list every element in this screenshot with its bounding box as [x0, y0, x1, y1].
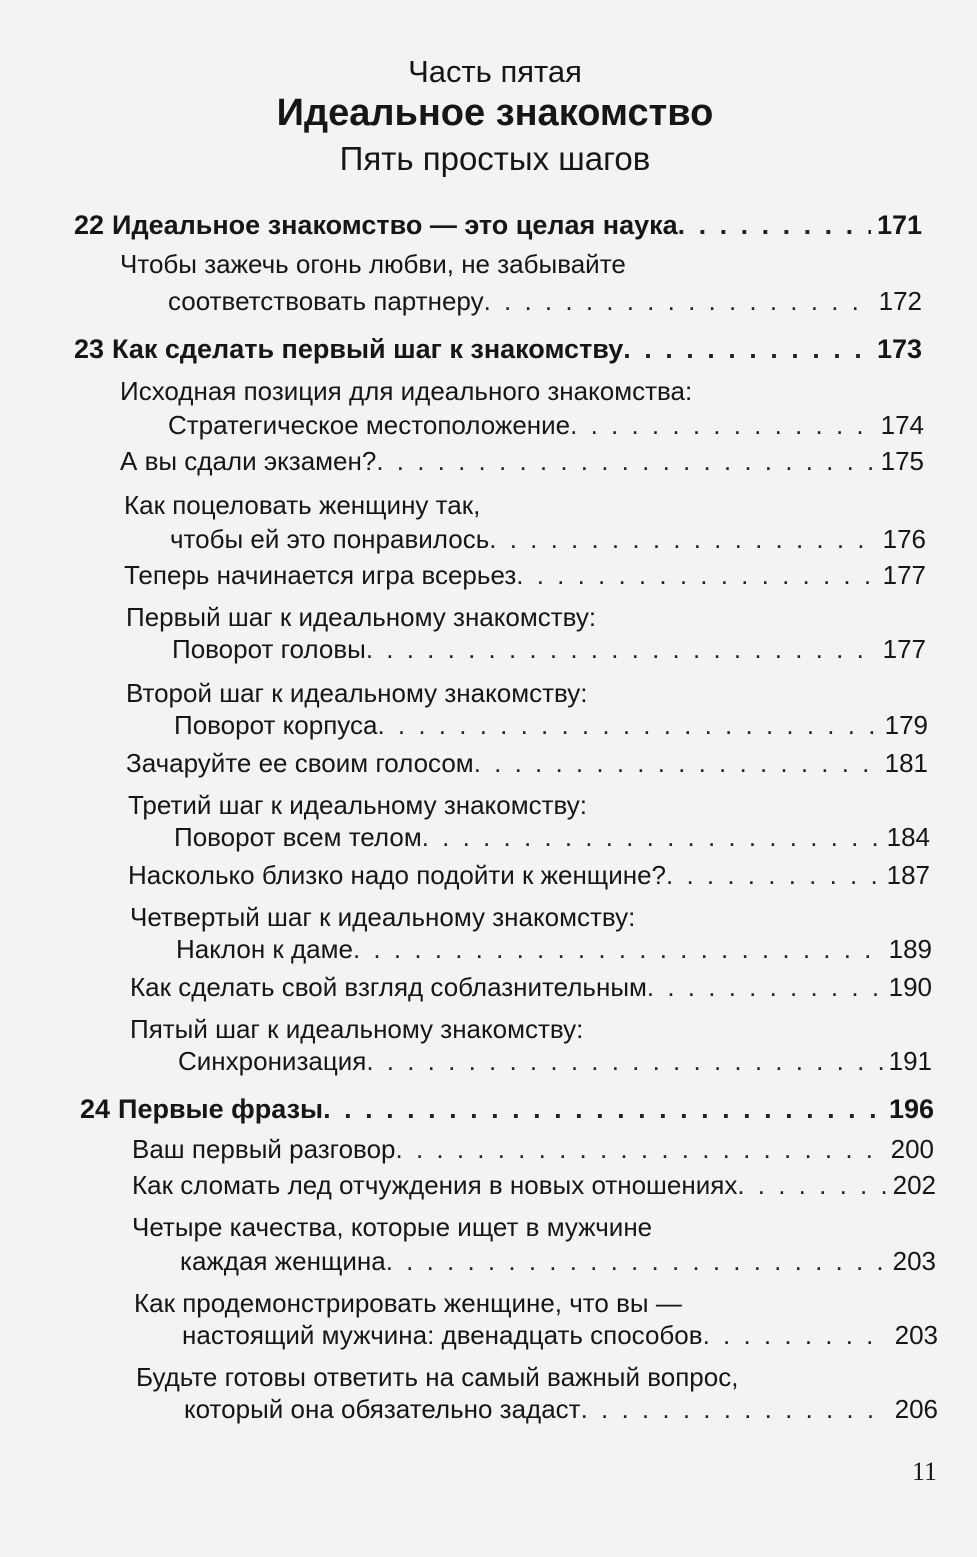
entry-title: Будьте готовы ответить на самый важный вопрос,	[136, 1362, 739, 1392]
chapter-number: 22	[74, 210, 105, 240]
entry-title: каждая женщина	[180, 1246, 386, 1276]
dot-leader	[353, 934, 883, 964]
entry-page-number: 203	[892, 1246, 936, 1276]
part-subtitle: Пять простых шагов	[339, 140, 651, 177]
dot-leader	[386, 1246, 887, 1276]
dot-leader	[396, 1134, 885, 1164]
dot-leader	[581, 1394, 889, 1424]
entry-title: который она обязательно задаст	[184, 1394, 581, 1424]
toc-entry	[130, 896, 930, 932]
entry-title: Поворот головы	[172, 634, 366, 664]
entry-title: Как сделать первый шаг к знакомству	[112, 334, 624, 364]
entry-title: Первый шаг к идеальному знакомству:	[126, 602, 597, 632]
toc-entry	[132, 1206, 936, 1242]
entry-title: Чтобы зажечь огонь любви, не забывайте	[120, 249, 626, 279]
entry-title: Пятый шаг к идеальному знакомству:	[130, 1014, 584, 1044]
toc-entry	[134, 1282, 938, 1318]
entry-page-number: 177	[882, 560, 926, 590]
toc-entry	[172, 628, 926, 664]
toc-entry	[168, 404, 924, 440]
toc-entry	[120, 440, 924, 476]
entry-title: Наклон к даме	[176, 934, 353, 964]
entry-page-number: 171	[876, 210, 922, 240]
entry-page-number: 189	[888, 934, 932, 964]
entry-title: Четвертый шаг к идеальному знакомству:	[130, 902, 636, 932]
toc-entry	[132, 1164, 936, 1200]
chapter-number: 24	[80, 1094, 111, 1124]
dot-leader	[376, 446, 874, 476]
toc-entry	[178, 1040, 932, 1076]
dot-leader	[516, 560, 876, 590]
toc-entry	[128, 784, 928, 820]
entry-title: Поворот корпуса	[174, 710, 378, 740]
toc-entry	[124, 484, 924, 520]
dot-leader	[366, 1046, 882, 1076]
entry-title: Стратегическое местоположение	[168, 410, 571, 440]
entry-title: Поворот всем телом	[174, 822, 422, 852]
entry-page-number: 184	[886, 822, 930, 852]
toc-chapter	[74, 204, 922, 240]
entry-title: А вы сдали экзамен?	[120, 446, 377, 476]
entry-page-number: 190	[888, 972, 932, 1002]
dot-leader	[737, 1170, 886, 1200]
entry-title: Как продемонстрировать женщине, что вы —	[134, 1288, 682, 1318]
dot-leader	[623, 334, 871, 364]
entry-title: Насколько близко надо подойти к женщине?	[128, 860, 667, 890]
entry-page-number: 172	[878, 286, 922, 316]
entry-page-number: 173	[876, 334, 922, 364]
toc-entry	[168, 280, 922, 316]
entry-title: настоящий мужчина: двенадцать способов	[182, 1320, 703, 1350]
dot-leader	[678, 210, 871, 240]
toc-entry	[126, 672, 926, 708]
entry-page-number: 203	[894, 1320, 938, 1350]
entry-title: Как сломать лед отчуждения в новых отношениях	[132, 1170, 738, 1200]
entry-title: Ваш первый разговор	[132, 1134, 396, 1164]
entry-title: Идеальное знакомство — это целая наука	[112, 210, 678, 240]
toc-chapter	[80, 1088, 934, 1124]
entry-page-number: 187	[886, 860, 930, 890]
entry-title: чтобы ей это понравилось	[170, 524, 490, 554]
dot-leader	[647, 972, 883, 1002]
dot-leader	[366, 634, 877, 664]
dot-leader	[703, 1320, 889, 1350]
entry-page-number: 174	[880, 410, 924, 440]
entry-title: Как поцеловать женщину так,	[124, 490, 481, 520]
dot-leader	[422, 822, 881, 852]
toc-entry	[130, 966, 932, 1002]
dot-leader	[377, 710, 878, 740]
entry-page-number: 191	[888, 1046, 932, 1076]
entry-title: Второй шаг к идеальному знакомству:	[126, 678, 588, 708]
toc-entry	[124, 554, 926, 590]
toc-entry	[120, 370, 922, 406]
entry-page-number: 206	[894, 1394, 938, 1424]
part-label: Часть пятая	[408, 54, 582, 89]
toc-entry	[130, 1008, 932, 1044]
entry-title: Теперь начинается игра всерьез	[124, 560, 517, 590]
entry-page-number: 176	[882, 524, 926, 554]
dot-leader	[666, 860, 881, 890]
dot-leader	[489, 524, 876, 554]
dot-leader	[474, 748, 879, 778]
chapter-number: 23	[74, 334, 105, 364]
entry-title: соответствовать партнеру	[168, 286, 484, 316]
dot-leader	[484, 286, 873, 316]
entry-page-number: 179	[884, 710, 928, 740]
entry-title: Синхронизация	[178, 1046, 367, 1076]
entry-title: Исходная позиция для идеального знакомства:	[120, 376, 693, 406]
toc-entry	[174, 816, 930, 852]
entry-page-number: 196	[888, 1094, 934, 1124]
entry-title: Четыре качества, которые ищет в мужчине	[132, 1212, 653, 1242]
toc-entry	[176, 928, 932, 964]
entry-page-number: 177	[882, 634, 926, 664]
toc-entry	[128, 854, 930, 890]
toc-entry	[182, 1314, 938, 1350]
entry-title: Как сделать свой взгляд соблазнительным	[130, 972, 647, 1002]
entry-title: Первые фразы	[118, 1094, 324, 1124]
entry-page-number: 200	[890, 1134, 934, 1164]
toc-chapter	[74, 328, 922, 364]
toc-entry	[120, 243, 922, 279]
part-title: Идеальное знакомство	[276, 92, 714, 134]
dot-leader	[570, 410, 874, 440]
entry-title: Третий шаг к идеальному знакомству:	[128, 790, 587, 820]
toc-entry	[132, 1128, 934, 1164]
toc-entry	[184, 1388, 938, 1424]
toc-entry	[126, 742, 928, 778]
entry-title: Зачаруйте ее своим голосом	[126, 748, 474, 778]
page-number: 11	[912, 1457, 938, 1486]
toc-entry	[180, 1240, 936, 1276]
entry-page-number: 175	[880, 446, 924, 476]
entry-page-number: 181	[884, 748, 928, 778]
entry-page-number: 202	[892, 1170, 936, 1200]
toc-entry	[174, 704, 928, 740]
toc-entry	[136, 1356, 938, 1392]
toc-entry	[170, 518, 926, 554]
toc-entry	[126, 596, 926, 632]
dot-leader	[323, 1094, 883, 1124]
